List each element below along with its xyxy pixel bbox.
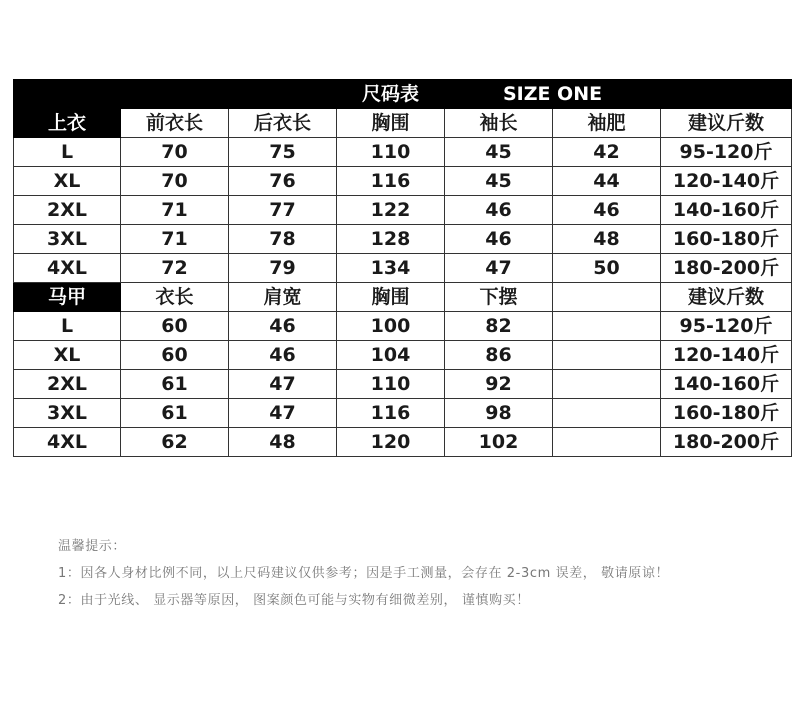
weight-cell: 120-140斤	[661, 167, 792, 196]
table-row	[14, 254, 792, 283]
value-cell: 46	[553, 196, 661, 225]
value-cell: 122	[337, 196, 445, 225]
header-cell: 袖肥	[553, 109, 661, 138]
table-title-en: SIZE ONE	[445, 80, 661, 109]
size-cell: 3XL	[14, 399, 121, 428]
header-cell: 下摆	[445, 283, 553, 312]
weight-cell: 95-120斤	[661, 312, 792, 341]
value-cell: 46	[445, 196, 553, 225]
table-row	[14, 341, 792, 370]
value-cell: 110	[337, 138, 445, 167]
notes-section	[58, 538, 669, 619]
table-row	[14, 138, 792, 167]
title-spacer-end	[661, 80, 792, 109]
table-title-cn: 尺码表	[337, 80, 445, 109]
weight-cell: 140-160斤	[661, 370, 792, 399]
table-title-row	[14, 80, 792, 109]
value-cell: 62	[121, 428, 229, 457]
table-row	[14, 428, 792, 457]
value-cell: 100	[337, 312, 445, 341]
value-cell: 104	[337, 341, 445, 370]
weight-cell: 180-200斤	[661, 254, 792, 283]
value-cell: 46	[229, 312, 337, 341]
value-cell	[553, 428, 661, 457]
table-row	[14, 225, 792, 254]
vest-section-label: 马甲	[14, 283, 121, 312]
value-cell	[553, 370, 661, 399]
value-cell: 60	[121, 312, 229, 341]
table-row	[14, 370, 792, 399]
value-cell: 102	[445, 428, 553, 457]
header-cell: 袖长	[445, 109, 553, 138]
value-cell: 71	[121, 225, 229, 254]
vest-header-row	[14, 283, 792, 312]
weight-cell: 160-180斤	[661, 225, 792, 254]
header-cell: 胸围	[337, 283, 445, 312]
value-cell: 82	[445, 312, 553, 341]
size-cell: 4XL	[14, 428, 121, 457]
table-row	[14, 196, 792, 225]
weight-cell: 140-160斤	[661, 196, 792, 225]
header-cell: 胸围	[337, 109, 445, 138]
value-cell: 42	[553, 138, 661, 167]
top-header-row	[14, 109, 792, 138]
size-cell: L	[14, 312, 121, 341]
value-cell: 48	[553, 225, 661, 254]
value-cell: 61	[121, 399, 229, 428]
size-cell: 2XL	[14, 196, 121, 225]
value-cell: 75	[229, 138, 337, 167]
header-cell: 建议斤数	[661, 109, 792, 138]
weight-cell: 95-120斤	[661, 138, 792, 167]
value-cell: 116	[337, 399, 445, 428]
value-cell: 86	[445, 341, 553, 370]
size-cell: L	[14, 138, 121, 167]
size-cell: XL	[14, 341, 121, 370]
header-cell: 建议斤数	[661, 283, 792, 312]
value-cell: 134	[337, 254, 445, 283]
note-line-1: 1：因各人身材比例不同，以上尺码建议仅供参考；因是手工测量，会存在 2-3cm 误差， 敬请原谅！	[58, 566, 670, 581]
weight-cell: 180-200斤	[661, 428, 792, 457]
table-row	[14, 312, 792, 341]
value-cell: 60	[121, 341, 229, 370]
value-cell	[553, 399, 661, 428]
header-cell: 前衣长	[121, 109, 229, 138]
value-cell: 46	[229, 341, 337, 370]
header-cell	[553, 283, 661, 312]
table-row	[14, 167, 792, 196]
value-cell: 45	[445, 167, 553, 196]
value-cell: 116	[337, 167, 445, 196]
value-cell: 72	[121, 254, 229, 283]
value-cell: 76	[229, 167, 337, 196]
value-cell: 70	[121, 167, 229, 196]
value-cell: 70	[121, 138, 229, 167]
header-cell: 后衣长	[229, 109, 337, 138]
size-cell: 3XL	[14, 225, 121, 254]
value-cell: 61	[121, 370, 229, 399]
value-cell: 45	[445, 138, 553, 167]
value-cell: 47	[229, 370, 337, 399]
note-line-2: 2：由于光线、 显示器等原因， 图案颜色可能与实物有细微差别， 谨慎购买！	[58, 593, 530, 608]
size-cell: 4XL	[14, 254, 121, 283]
size-chart-table	[13, 79, 792, 457]
value-cell: 46	[445, 225, 553, 254]
title-spacer	[14, 80, 337, 109]
value-cell: 77	[229, 196, 337, 225]
value-cell: 50	[553, 254, 661, 283]
weight-cell: 120-140斤	[661, 341, 792, 370]
value-cell: 78	[229, 225, 337, 254]
value-cell: 120	[337, 428, 445, 457]
notes-heading: 温馨提示：	[58, 539, 127, 554]
value-cell: 44	[553, 167, 661, 196]
value-cell: 92	[445, 370, 553, 399]
size-cell: XL	[14, 167, 121, 196]
header-cell: 肩宽	[229, 283, 337, 312]
size-cell: 2XL	[14, 370, 121, 399]
value-cell	[553, 312, 661, 341]
value-cell: 48	[229, 428, 337, 457]
value-cell	[553, 341, 661, 370]
header-cell: 衣长	[121, 283, 229, 312]
value-cell: 110	[337, 370, 445, 399]
table-row	[14, 399, 792, 428]
value-cell: 71	[121, 196, 229, 225]
weight-cell: 160-180斤	[661, 399, 792, 428]
top-section-label: 上衣	[14, 109, 121, 138]
value-cell: 47	[445, 254, 553, 283]
value-cell: 98	[445, 399, 553, 428]
value-cell: 47	[229, 399, 337, 428]
value-cell: 79	[229, 254, 337, 283]
value-cell: 128	[337, 225, 445, 254]
